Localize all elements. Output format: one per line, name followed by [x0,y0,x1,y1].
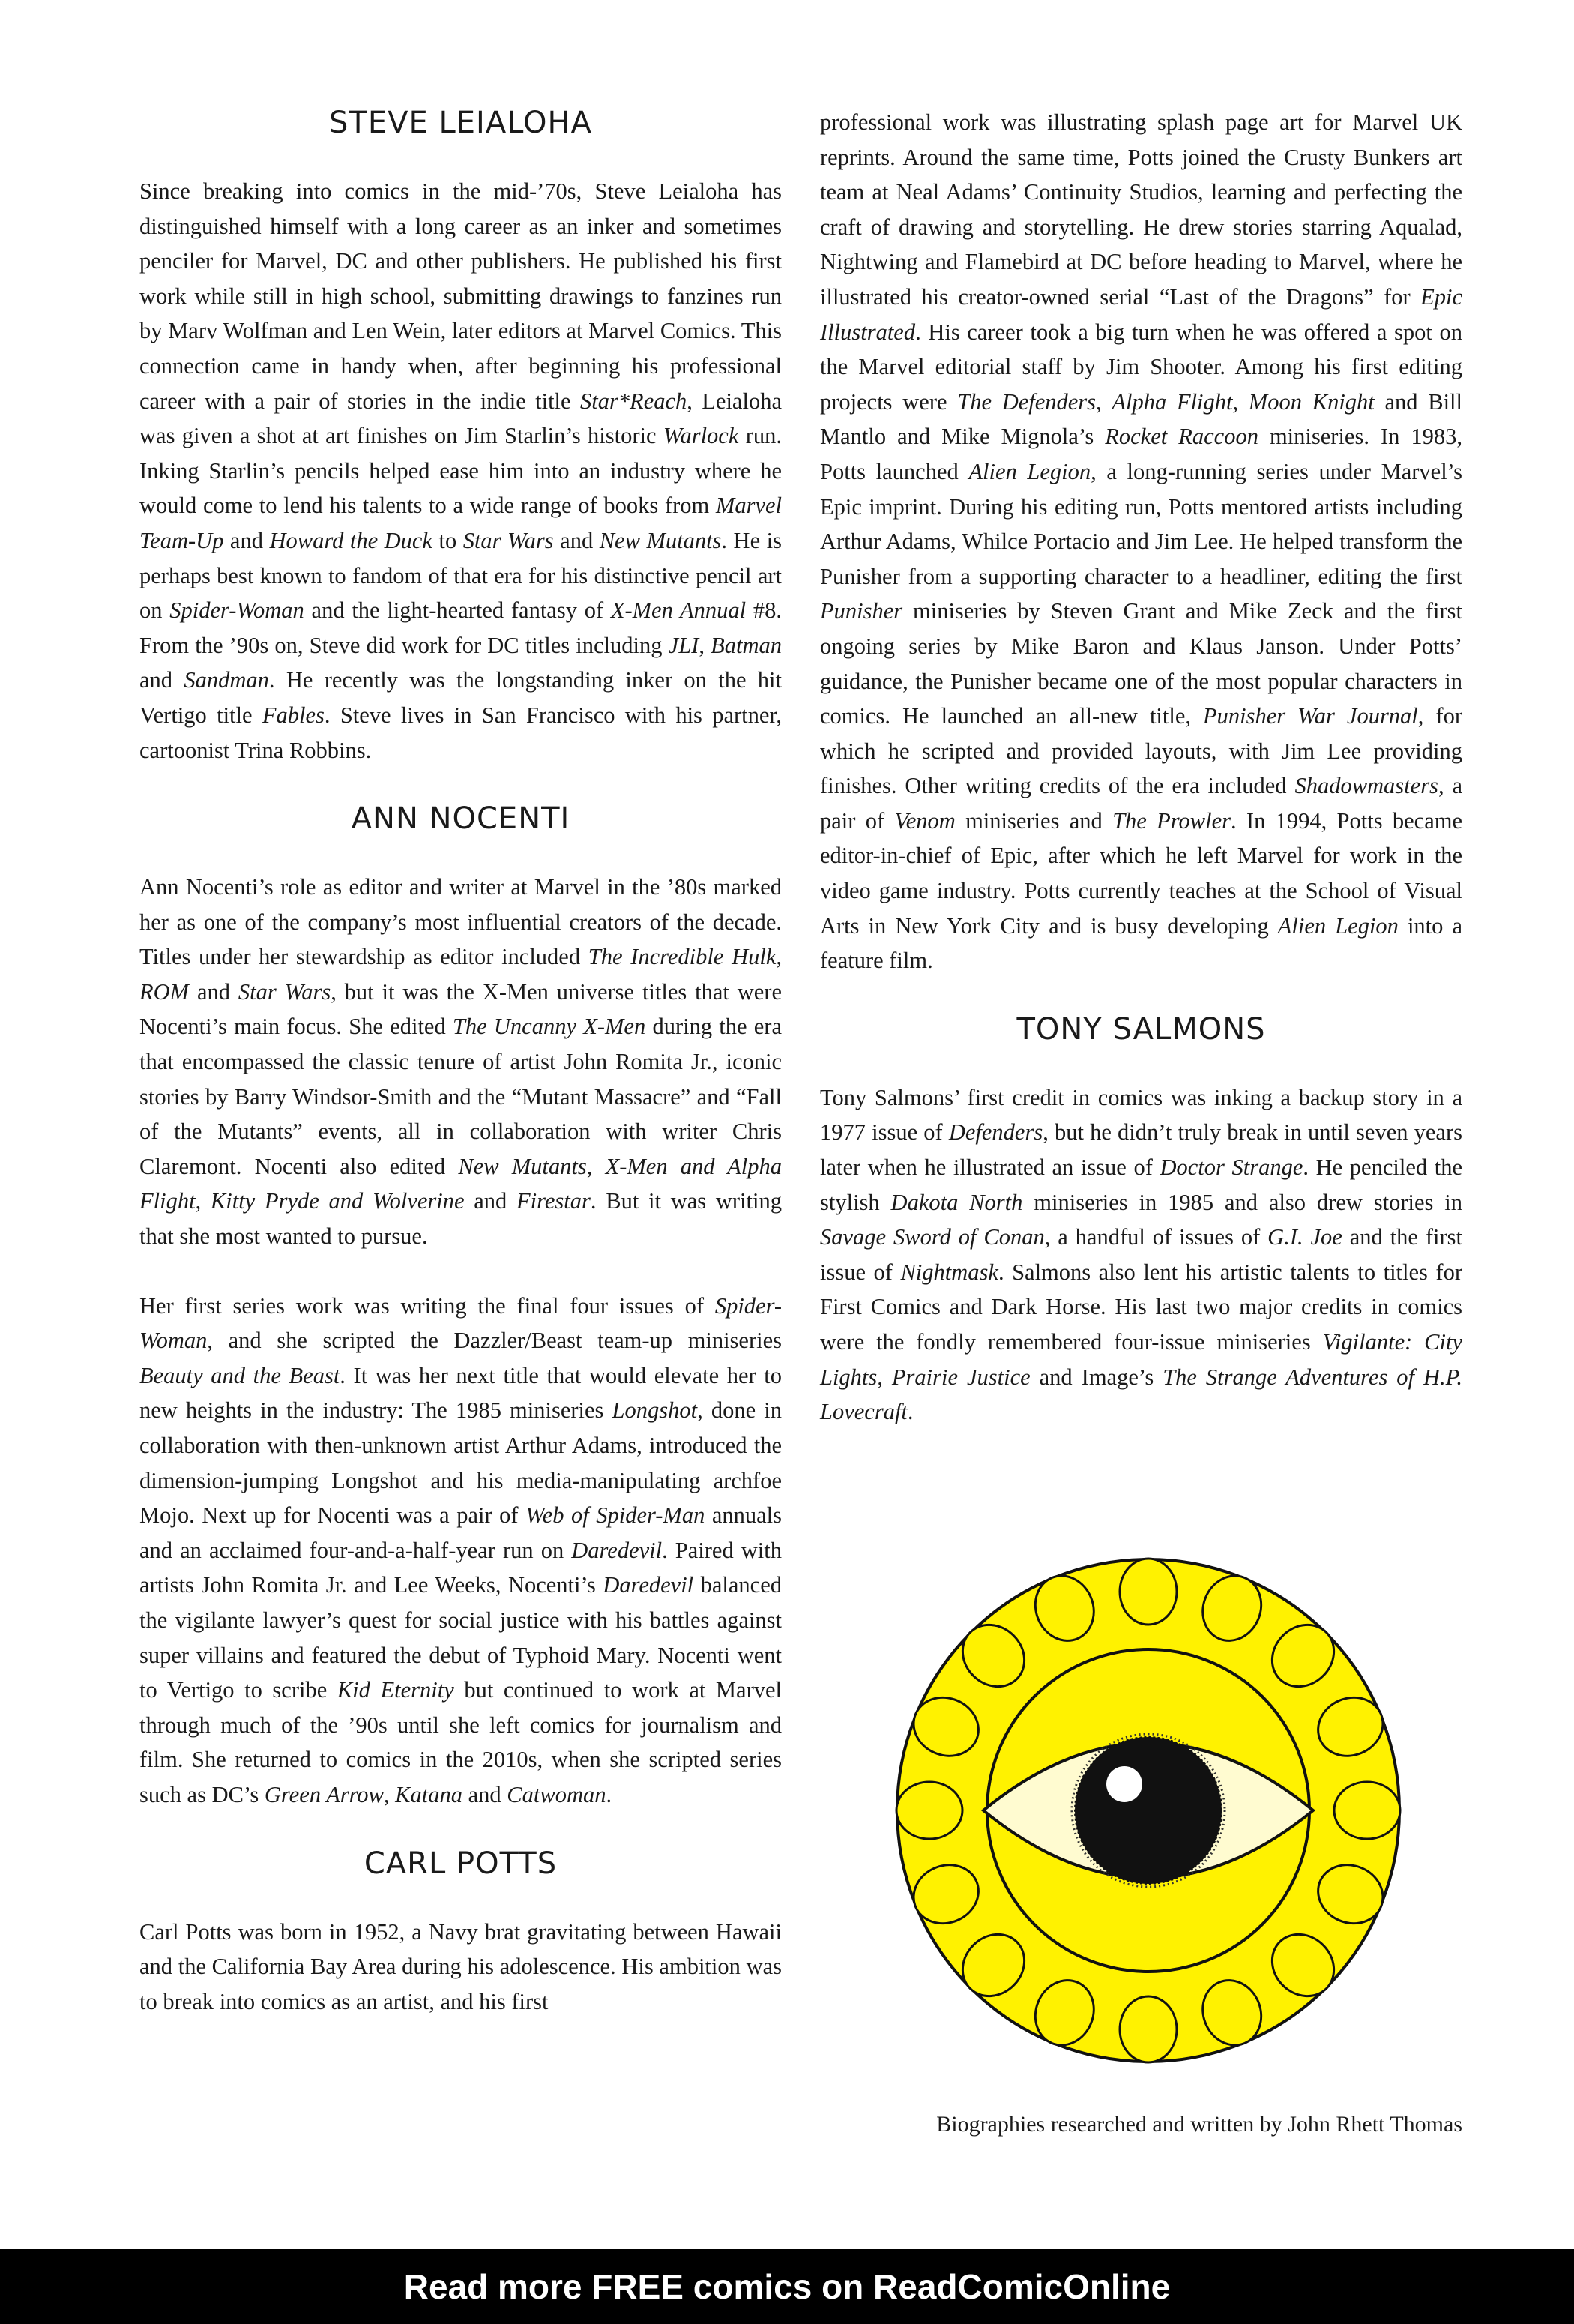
emblem-bump [1334,1782,1400,1839]
emblem-bump [1120,1996,1177,2062]
bio-carl-potts-start: Carl Potts was born in 1952, a Navy brat gravitating between Hawaii and the California Bay Area during his adolescence. His ambition was to break into comics as an artist, and his first [139,1918,782,2014]
bio-tony-salmons: Tony Salmons’ first credit in comics was inking a backup story in a 1977 issue of Defenders, but he didn’t truly break in until seven years later when he illustrated an issue of Doctor Strange. He penciled the stylish Dakota North miniseries in 1985 and also drew stories in Savage Sword of Conan, a handful of issues of G.I. Joe and the first issue of Nightmask. Salmons also lent his artistic talents to titles for First Comics and Dark Horse. His last two major credits in comics were the fondly remembered four-issue miniseries Vigilante: City Lights, Prairie Justice and Image’s The Strange Adventures of H.P. Lovecraft. [820,1084,1462,1425]
heading-carl-potts: CARL POTTS [364,1846,558,1881]
heading-tony-salmons: TONY SALMONS [1016,1011,1266,1047]
footer-link-text[interactable]: Read more FREE comics on ReadComicOnline [403,2267,1171,2306]
heading-steve-leialoha: STEVE LEIALOHA [329,106,592,140]
bio-ann-nocenti-p2: Her first series work was writing the final four issues of Spider-Woman, and she scripted the Dazzler/Beast team-up miniseries Beauty and the Beast. It was her next title that would elevate her to new heights in the industry: The 1985 miniseries Longshot, done in collaboration with then-unknown artist Arthur Adams, introduced the dimension-jumping Longshot and his media-manipulating archfoe Mojo. Next up for Nocenti was a pair of Web of Spider-Man annuals and an acclaimed four-and-a-half-year run on Daredevil. Paired with artists John Romita Jr. and Lee Weeks, Nocenti’s Daredevil balanced the vigilante lawyer’s quest for social justice with his battles against super villains and featured the debut of Typhoid Mary. Nocenti went to Vertigo to scribe Kid Eternity but continued to work at Marvel through much of the ’90s until she left comics for journalism and film. She returned to comics in the 2010s, when she scripted series such as DC’s Green Arrow, Katana and Catwoman. [139,1292,783,1807]
bio-ann-nocenti-p1: Ann Nocenti’s role as editor and writer at Marvel in the ’80s marked her as one of the company’s most influential creators of the decade. Titles under her stewardship as editor included The Incredible Hulk, ROM and Star Wars, but it was the X-Men universe titles that were Nocenti’s main focus. She edited The Uncanny X-Men during the era that encompassed the classic tenure of artist John Romita Jr., iconic stories by Barry Windsor-Smith and the “Mutant Massacre” and “Fall of the Mutants” events, all in collaboration with writer Chris Claremont. Nocenti also edited New Mutants, X-Men and Alpha Flight, Kitty Pryde and Wolverine and Firestar. But it was writing that she most wanted to pursue. [139,874,783,1250]
credit-line: Biographies researched and written by John Rhett Thomas [936,2112,1462,2137]
emblem-bump [896,1782,962,1839]
left-column [139,105,782,2019]
bio-steve-leialoha: Since breaking into comics in the mid-’70s, Steve Leialoha has distinguished himself with a long career as an inker and sometimes penciler for Marvel, DC and other publishers. He published his first work while still in high school, submitting drawings to fanzines run by Marv Wolfman and Len Wein, later editors at Marvel Comics. This connection came in handy when, after beginning his professional career with a pair of stories in the indie title Star*Reach, Leialoha was given a shot at art finishes on Jim Starlin’s historic Warlock run. Inking Starlin’s pencils helped ease him into an industry where he would come to lend his talents to a wide range of books from Marvel Team-Up and Howard the Duck to Star Wars and New Mutants. He is perhaps best known to fandom of that era for his distinctive pencil art on Spider-Woman and the light-hearted fantasy of X-Men Annual #8. From the ’90s on, Steve did work for DC titles including JLI, Batman and Sandman. He recently was the longstanding inker on the hit Vertigo title Fables. Steve lives in San Francisco with his partner, cartoonist Trina Robbins. [139,178,783,763]
bio-carl-potts-continued: professional work was illustrating splash page art for Marvel UK reprints. Around the same time, Potts joined the Crusty Bunkers art team at Neal Adams’ Continuity Studios, learning and perfecting the craft of drawing and storytelling. He drew stories starring Aqualad, Nightwing and Flamebird at DC before heading to Marvel, where he illustrated his creator-owned serial “Last of the Dragons” for Epic Illustrated. His career took a big turn when he was offered a spot on the Marvel editorial staff by Jim Shooter. Among his first editing projects were The Defenders, Alpha Flight, Moon Knight and Bill Mantlo and Mike Mignola’s Rocket Raccoon miniseries. In 1983, Potts launched Alien Legion, a long-running series under Marvel’s Epic imprint. During his editing run, Potts mentored artists including Arthur Adams, Whilce Portacio and Jim Lee. He helped transform the Punisher from a supporting character to a headliner, editing the first Punisher miniseries by Steven Grant and Mike Zeck and the first ongoing series by Mike Baron and Klaus Janson. Under Potts’ guidance, the Punisher became one of the most popular characters in comics. He launched an all-new title, Punisher War Journal, for which he scripted and provided layouts, with Jim Lee providing finishes. Other writing credits of the era included Shadowmasters, a pair of Venom miniseries and The Prowler. In 1994, Potts became editor-in-chief of Epic, after which he left Marvel for work in the video game industry. Potts currently teaches at the School of Visual Arts in New York City and is busy developing Alien Legion into a feature film. [820,109,1463,974]
eye-emblem-icon [886,1548,1411,2073]
footer-banner[interactable] [0,2249,1574,2324]
emblem-bump [1120,1559,1177,1625]
right-column [820,105,1462,1430]
heading-ann-nocenti: ANN NOCENTI [351,801,570,837]
